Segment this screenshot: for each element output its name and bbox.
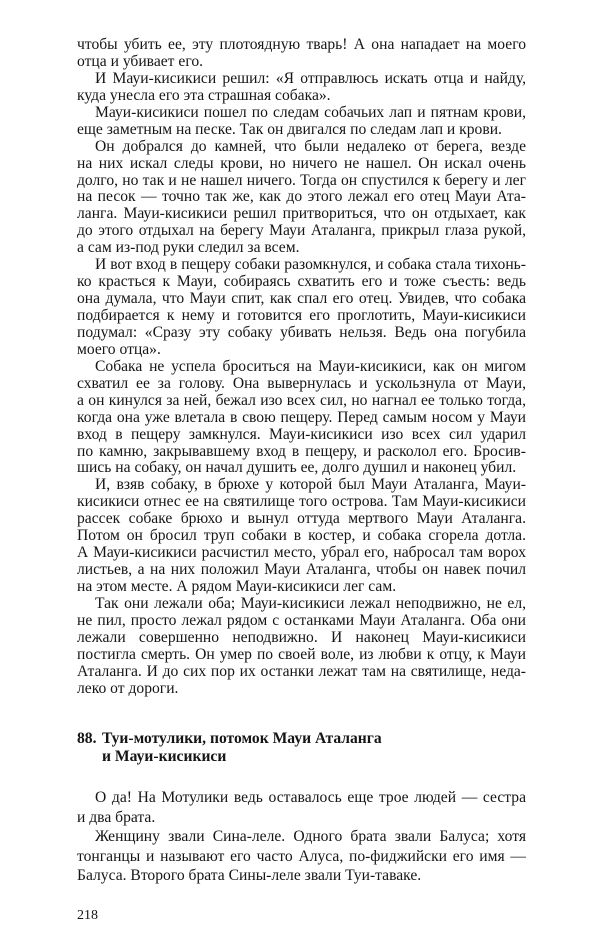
text-line: вход в пещеру замкнулся. Мауи-кисикиси изо всех сил ударил — [77, 425, 526, 443]
paragraph — [77, 257, 526, 359]
text-line: а сам из-под руки следил за всем. — [77, 239, 300, 257]
text-line: еще заметным на песке. Так он двигался по следам лап и крови. — [77, 120, 502, 138]
text-line: и два брата. — [77, 808, 156, 826]
text-line: подумал: «Сразу эту собаку убивать нельзя. Ведь она погубила — [77, 323, 526, 341]
section-number: 88. — [77, 730, 97, 747]
text-line: на них искал следы крови, но ничего не нашел. Он искал очень — [77, 154, 526, 172]
text-line: ко красться к Мауи, собираясь схватить его и тоже съесть: ведь — [77, 273, 526, 291]
text-line: Женщину звали Сина-леле. Одного брата звали Балуса; хотя — [95, 828, 526, 845]
text-line: по камню, закрывавшему вход в пещеру, и расколол его. Бросив- — [77, 442, 526, 460]
text-line: не пил, просто лежал рядом с останками Мауи Аталанга. Оба они — [77, 611, 526, 629]
text-line: когда она уже влетала в свою пещеру. Перед самым носом у Мауи — [77, 408, 526, 426]
text-line: подбирается к нему и готовится его проглотить, Мауи-кисикиси — [77, 307, 526, 324]
text-line: Балуса. Второго брата Сины-леле звали Туи-таваке. — [77, 867, 422, 884]
text-line: схватил ее за голову. Она вывернулась и ускользнула от Мауи, — [77, 374, 526, 392]
text-line: Так они лежали оба; Мауи-кисикиси лежал неподвижно, не ел, — [95, 594, 526, 612]
text-line: а он кинулся за ней, бежал изо всех сил, но нагнал ее только тогда, — [77, 391, 526, 409]
text-line: лежали совершенно неподвижно. И наконец Мауи-кисикиси — [77, 628, 526, 646]
text-line: Аталанга. И до сих пор их останки лежат там на святилище, неда- — [77, 662, 526, 680]
text-line: чтобы убить ее, эту плотоядную тварь! А она нападает на моего — [77, 36, 526, 53]
text-line: на этом месте. А рядом Мауи-кисикиси лег сам. — [77, 578, 397, 595]
text-line: листьев, а на них положил Мауи Аталанга, чтобы он навек почил — [77, 561, 526, 579]
text-line: рассек собаке брюхо и вынул оттуда мертвого Мауи Аталанга. — [77, 510, 526, 528]
paragraph — [77, 596, 526, 698]
text-line: она думала, что Мауи спит, как спал его отец. Увидев, что собака — [77, 290, 526, 308]
text-line: шись на собаку, он начал душить ее, долго душил и наконец убил. — [77, 459, 517, 477]
paragraph — [77, 477, 526, 596]
text-line: на песок — точно так же, как до этого лежал его отец Мауи Ата- — [77, 188, 526, 206]
text-line: И, взяв собаку, в брюхе у которой был Мауи Аталанга, Мауи- — [95, 476, 526, 494]
text-line: постигла смерть. Он умер по своей воле, из любви к отцу, к Мауи — [77, 645, 526, 663]
story-text-continued — [77, 37, 526, 698]
paragraph — [77, 105, 526, 139]
text-line: моего отца». — [77, 340, 161, 358]
text-line: Он добрался до камней, что были недалеко от берега, везде — [95, 137, 526, 155]
section-title-line-1: Туи-мотулики, потомок Мауи Аталанга — [102, 730, 382, 747]
text-line: И Мауи-кисикиси решил: «Я отправлюсь искать отца и найду, — [95, 69, 526, 87]
page-number: 218 — [77, 908, 98, 923]
text-line: Потом он бросил труп собаки в костер, и собака сгорела дотла. — [77, 527, 526, 545]
text-line: до этого отдыхал на берегу Мауи Аталанга, прикрыл глаза рукой, — [77, 222, 526, 240]
paragraph — [77, 71, 526, 105]
section-88-text — [77, 788, 526, 886]
paragraph — [77, 37, 526, 71]
text-line: О да! На Мотулики ведь оставалось еще трое людей — сестра — [95, 789, 526, 806]
text-line: А Мауи-кисикиси расчистил место, убрал его, набросал там ворох — [77, 544, 526, 562]
text-line: И вот вход в пещеру собаки разомкнулся, и собака стала тихонь- — [95, 256, 526, 274]
section-title-line-2: и Мауи-кисикиси — [102, 748, 227, 765]
paragraph — [77, 827, 526, 886]
paragraph — [77, 788, 526, 827]
paragraph — [77, 139, 526, 258]
text-line: тонганцы и называют его часто Алуса, по-фиджийски его имя — — [77, 847, 526, 865]
section-heading — [77, 730, 382, 766]
text-line: кисикиси отнес ее на святилище того острова. Там Мауи-кисикиси — [77, 493, 526, 511]
text-line: Собака не успела броситься на Мауи-кисикиси, как он мигом — [95, 357, 526, 375]
text-line: Мауи-кисикиси пошел по следам собачьих лап и пятнам крови, — [95, 103, 526, 121]
text-line: долго, но так и не нашел ничего. Тогда он спустился к берегу и лег — [77, 171, 526, 189]
paragraph — [77, 359, 526, 478]
text-line: леко от дороги. — [77, 679, 179, 697]
text-line: отца и убивает его. — [77, 52, 204, 70]
text-line: ланга. Мауи-кисикиси решил притвориться, что он отдыхает, как — [77, 205, 526, 223]
text-line: куда унесла его эта страшная собака». — [77, 86, 331, 104]
